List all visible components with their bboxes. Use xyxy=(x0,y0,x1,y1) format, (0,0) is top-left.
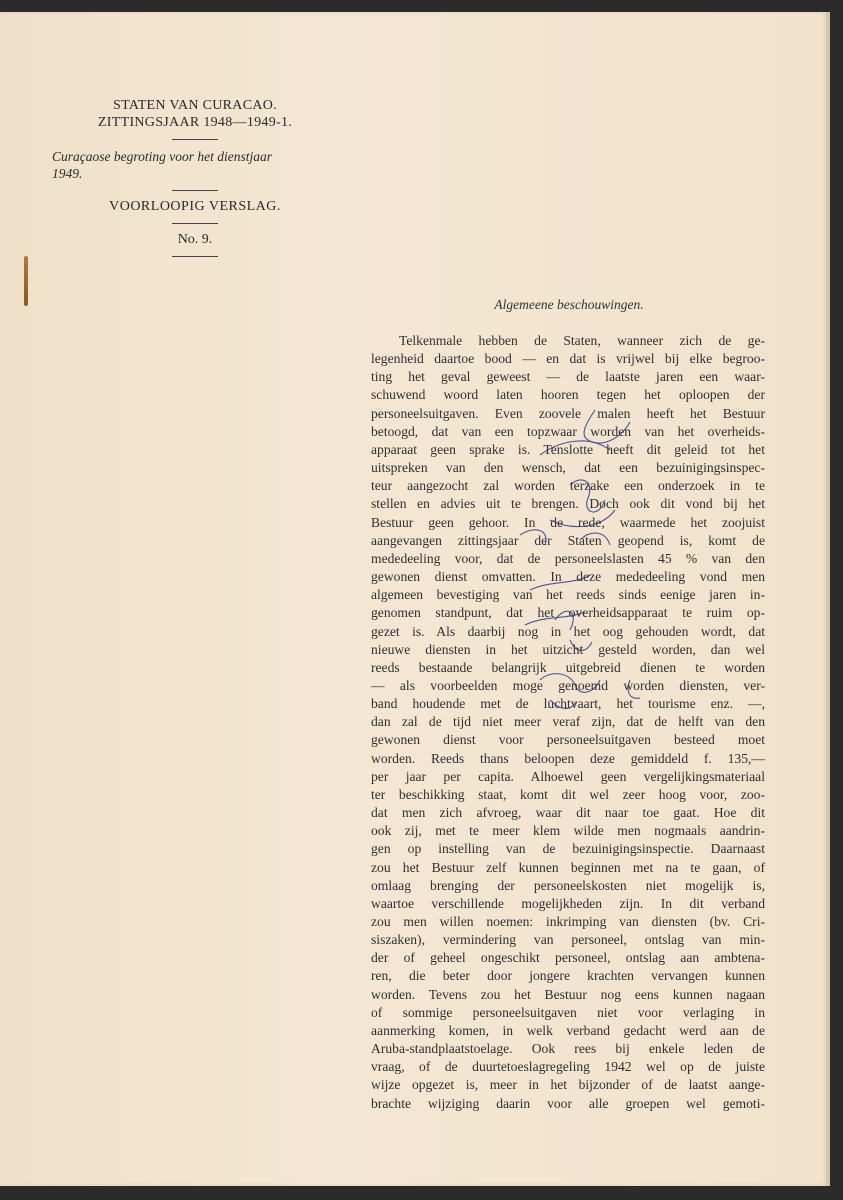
body-line: algemeen bevestiging van het reeds sinds eenige jaren in- xyxy=(371,587,765,603)
body-line: band houdende met de luchtvaart, het tourisme enz. —, xyxy=(371,696,765,712)
body-line: gewonen dienst omvatten. In deze mededeeling vond men xyxy=(371,569,765,585)
body-line: gen op instelling van de bezuinigingsinspectie. Daarnaast xyxy=(371,841,765,857)
body-line: worden. Reeds thans beloopen deze gemiddeld f. 135,— xyxy=(371,750,765,766)
header-divider xyxy=(172,223,218,224)
body-line: teur aangezocht zal worden terzake een onderzoek in te xyxy=(371,478,765,494)
body-line: — als voorbeelden moge genoemd worden diensten, ver- xyxy=(371,677,765,693)
body-line: reeds bestaande belangrijk uitgebreid dienen te worden xyxy=(371,659,765,675)
body-line: of sommige personeelsuitgaven niet voor verlaging in xyxy=(371,1004,765,1020)
body-line: vraag, of de duurtetoeslagregeling 1942 wel op de juiste xyxy=(371,1059,765,1075)
body-line: wijze opgezet is, meer in het bijzonder of de laatst aange- xyxy=(371,1077,765,1093)
body-text xyxy=(371,332,765,1113)
body-line: stellen en advies uit te brengen. Doch ook dit vond bij het xyxy=(371,496,765,512)
staple-mark xyxy=(24,256,28,306)
body-line: waartoe verschillende mogelijkheden zijn. In dit verband xyxy=(371,895,765,911)
section-title: Algemeene beschouwingen. xyxy=(494,297,644,312)
body-line: aangevangen zittingsjaar der Staten geopend is, komt de xyxy=(371,532,765,548)
report-number: No. 9. xyxy=(177,232,213,247)
body-line: ren, die beter door jongere krachten vervangen kunnen xyxy=(371,968,765,984)
body-line: aanmerking komen, in welk verband gedacht werd aan de xyxy=(371,1022,765,1038)
body-line: schuwend woord laten hooren tegen het oploopen der xyxy=(371,387,765,403)
body-line: mededeeling voor, dat de personeelslasten 45 % van den xyxy=(371,550,765,566)
body-line: nieuwe diensten in het uitzicht gesteld worden, dan wel xyxy=(371,641,765,657)
body-line: gezet is. Als daarbij nog in het oog gehouden wordt, dat xyxy=(371,623,765,639)
body-line: dan zal de tijd niet meer veraf zijn, dat de helft van den xyxy=(371,714,765,730)
body-line: siszaken), vermindering van personeel, ontslag van min- xyxy=(371,932,765,948)
body-line: genomen standpunt, dat het overheidsapparaat te ruim op- xyxy=(371,605,765,621)
body-line: gewonen dienst voor personeelsuitgaven besteed moet xyxy=(371,732,765,748)
header-divider xyxy=(172,190,218,191)
body-line: uitspreken van den wensch, dat een bezuinigingsinspec- xyxy=(371,460,765,476)
body-line: Aruba-standplaatstoelage. Ook rees bij enkele leden de xyxy=(371,1041,765,1057)
body-line: omlaag brenging der personeelskosten niet mogelijk is, xyxy=(371,877,765,893)
body-line: brachte wijziging daarin voor alle groepen wel gemoti- xyxy=(371,1095,765,1111)
subtitle-text: Curaçaose begroting voor het dienstjaar xyxy=(52,149,272,164)
body-line: personeelsuitgaven. Even zoovele malen heeft het Bestuur xyxy=(371,405,765,421)
document-header xyxy=(40,97,350,265)
body-line: Bestuur geen gehoor. In de rede, waarmede het zoojuist xyxy=(371,514,765,530)
header-divider xyxy=(172,139,218,140)
body-line: betoogd, dat van een topzwaar worden van het overheids- xyxy=(371,423,765,439)
body-line: der of geheel ongeschikt personeel, ontslag aan ambtena- xyxy=(371,950,765,966)
body-line: zou men willen noemen: inkrimping van diensten (bv. Cri- xyxy=(371,914,765,929)
body-line: ter beschikking staat, komt dit wel zeer hoog voor, zoo- xyxy=(371,786,765,802)
body-line: legenheid daartoe bood — en dat is vrijwel bij elke begroo- xyxy=(371,351,765,367)
header-line-1: STATEN VAN CURACAO. xyxy=(113,98,277,113)
subtitle-year: 1949. xyxy=(52,166,83,181)
header-divider xyxy=(172,256,218,257)
body-line: apparaat geen sprake is. Tenslotte heeft dit geleid tot het xyxy=(371,441,765,457)
report-title: VOORLOOPIG VERSLAG. xyxy=(109,199,281,214)
header-subtitle xyxy=(40,148,350,182)
body-line: per jaar per capita. Alhoewel geen vergelijkingsmateriaal xyxy=(371,768,765,784)
page-edge xyxy=(826,12,830,1186)
header-line-2: ZITTINGSJAAR 1948—1949-1. xyxy=(97,115,293,130)
body-line: Telkenmale hebben de Staten, wanneer zich de ge- xyxy=(399,333,765,348)
body-line: dat men zich afvroeg, waar dit naar toe gaat. Hoe dit xyxy=(371,805,765,821)
body-line: zou het Bestuur zelf kunnen beginnen met na te gaan, of xyxy=(371,859,765,875)
body-line: worden. Tevens zou het Bestuur nog eens kunnen nagaan xyxy=(371,986,765,1002)
body-line: ook zij, met te meer klem wilde men nogmaals aandrin- xyxy=(371,823,765,839)
body-line: ting het geval geweest — de laatste jaren een waar- xyxy=(371,369,765,385)
